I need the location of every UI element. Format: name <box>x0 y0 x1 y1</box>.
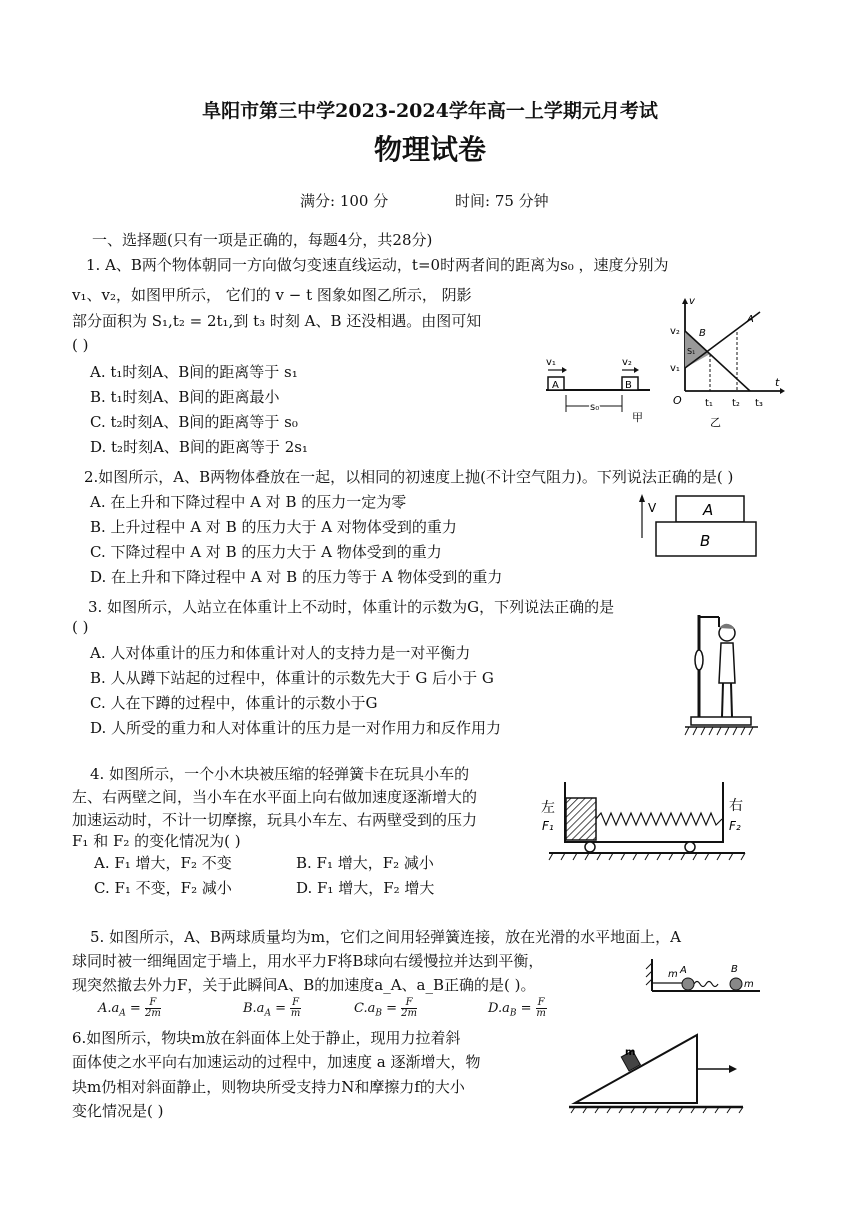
left-wall-label: 左 <box>541 800 555 816</box>
q1-option-a: A. t₁时刻A、B间的距离等于 s₁ <box>90 363 298 381</box>
line-b-label: B <box>699 328 706 339</box>
q1-option-c: C. t₂时刻A、B间的距离等于 s₀ <box>90 413 298 431</box>
v2-label: v₂ <box>622 357 632 368</box>
figure-jia-label: 甲 <box>632 411 643 424</box>
graph-v1-label: v₁ <box>670 363 680 374</box>
t3-label: t₃ <box>755 398 763 409</box>
s0-label: s₀ <box>590 402 600 413</box>
q6-line4: 变化情况是( ) <box>72 1102 164 1120</box>
q5-figure-balls <box>640 955 770 997</box>
area-s1-label: S₁ <box>687 347 696 356</box>
q4-option-d: D. F₁ 增大，F₂ 增大 <box>296 879 435 897</box>
q3-stem: 3. 如图所示，人站立在体重计上不动时，体重计的示数为G，下列说法正确的是 <box>88 598 615 616</box>
q2-option-b: B. 上升过程中 A 对 B 的压力大于 A 对物体受到的重力 <box>90 518 457 536</box>
q1-line1: 1. A、B两个物体朝同一方向做匀变速直线运动，t=0时两者间的距离为s₀ ，速度分别为 <box>86 256 669 274</box>
q4-figure-cart <box>535 770 760 865</box>
axis-t-label: t <box>775 376 780 389</box>
q3-option-a: A. 人对体重计的压力和体重计对人的支持力是一对平衡力 <box>90 644 471 662</box>
q6-line3: 块m仍相对斜面静止，则物块所受支持力N和摩擦力f的大小 <box>72 1078 465 1096</box>
q3-paren: ( ) <box>72 618 89 636</box>
q4-line2: 左、右两壁之间，当小车在水平面上向右做加速度逐渐增大的 <box>72 788 478 806</box>
q5-line3: 现突然撤去外力F，关于此瞬间A、B的加速度a_A、a_B正确的是( )。 <box>72 976 536 994</box>
q1-option-d: D. t₂时刻A、B间的距离等于 2s₁ <box>90 438 308 456</box>
q2-stem: 2.如图所示，A、B两物体叠放在一起，以相同的初速度上抛(不计空气阻力)。下列说法正确的是( ) <box>84 468 734 486</box>
q1-line3: 部分面积为 S₁,t₂ = 2t₁,到 t₃ 时刻 A、B 还没相遇。由图可知 <box>72 312 482 330</box>
q5-line1: 5. 如图所示，A、B两球质量均为m，它们之间用轻弹簧连接，放在光滑的水平地面上，A <box>90 928 681 946</box>
q4-option-c: C. F₁ 不变，F₂ 减小 <box>94 879 232 897</box>
q1-option-b: B. t₁时刻A、B间的距离最小 <box>90 388 280 406</box>
velocity-v-label: V <box>648 501 657 515</box>
q4-option-a: A. F₁ 增大，F₂ 不变 <box>94 854 232 872</box>
full-score: 满分: 100 分 <box>300 192 389 210</box>
q4-line1: 4. 如图所示，一个小木块被压缩的轻弹簧卡在玩具小车的 <box>90 765 470 783</box>
line-a-label: A <box>747 314 754 325</box>
q3-option-d: D. 人所受的重力和人对体重计的压力是一对作用力和反作用力 <box>90 719 502 737</box>
q5-option-b: $B.a_A$ = $\frac{F}{m}$ <box>243 997 301 1019</box>
block-m-label: m <box>625 1047 636 1058</box>
q3-option-c: C. 人在下蹲的过程中，体重计的示数小于G <box>90 694 378 712</box>
q5-option-c: $C.a_B$ = $\frac{F}{2m}$ <box>354 997 418 1019</box>
figure-yi-label: 乙 <box>710 416 721 429</box>
q6-figure-incline <box>565 1025 750 1115</box>
q6-line2: 面体使之水平向右加速运动的过程中，加速度 a 逐渐增大，物 <box>72 1053 481 1071</box>
ball-b-label: B <box>731 964 738 975</box>
t1-label: t₁ <box>705 398 713 409</box>
q5-option-a: $A.a_A$ = $\frac{F}{2m}$ <box>98 997 161 1019</box>
q2-option-d: D. 在上升和下降过程中 A 对 B 的压力等于 A 物体受到的重力 <box>90 568 503 586</box>
block-b-label: B <box>625 380 632 391</box>
right-wall-label: 右 <box>729 798 743 814</box>
q4-line4: F₁ 和 F₂ 的变化情况为( ) <box>72 832 241 850</box>
section-heading: 一、选择题(只有一项是正确的，每题4分，共28分) <box>92 231 433 249</box>
exam-subtitle: 物理试卷 <box>373 133 486 166</box>
t2-label: t₂ <box>732 398 740 409</box>
f2-label: F₂ <box>729 819 741 833</box>
ball-a-label: A <box>680 965 687 976</box>
v1-label: v₁ <box>546 357 556 368</box>
q1-paren: ( ) <box>72 336 89 354</box>
origin-label: O <box>673 394 682 407</box>
q2-option-c: C. 下降过程中 A 对 B 的压力大于 A 物体受到的重力 <box>90 543 442 561</box>
exam-time: 时间: 75 分钟 <box>455 192 549 210</box>
graph-v2-label: v₂ <box>670 326 680 337</box>
block-a-label: A <box>552 380 559 391</box>
q2-figure <box>630 490 765 562</box>
q4-option-b: B. F₁ 增大，F₂ 减小 <box>296 854 434 872</box>
exam-title: 阜阳市第三中学2023-2024学年高一上学期元月考试 <box>202 100 658 122</box>
q1-figure-jia <box>540 350 660 430</box>
q1-figure-yi <box>665 296 785 436</box>
q3-figure-scale <box>683 605 763 745</box>
ball-a-mass-label: m <box>668 969 678 980</box>
q5-option-d: $D.a_B$ = $\frac{F}{m}$ <box>488 997 546 1019</box>
q4-line3: 加速运动时，不计一切摩擦，玩具小车左、右两壁受到的压力 <box>72 811 478 829</box>
axis-v-label: v <box>689 296 695 307</box>
q3-option-b: B. 人从蹲下站起的过程中，体重计的示数先大于 G 后小于 G <box>90 669 494 687</box>
f1-label: F₁ <box>542 819 554 833</box>
q1-line2: v₁、v₂，如图甲所示， 它们的 v − t 图象如图乙所示， 阴影 <box>72 286 472 304</box>
q6-line1: 6.如图所示，物块m放在斜面体上处于静止，现用力拉着斜 <box>72 1029 461 1047</box>
block-a-label: A <box>703 501 714 519</box>
ball-b-mass-label: m <box>744 979 754 990</box>
block-b-label: B <box>700 532 711 550</box>
q5-line2: 球同时被一细绳固定于墙上，用水平力F将B球向右缓慢拉并达到平衡， <box>72 952 544 970</box>
q2-option-a: A. 在上升和下降过程中 A 对 B 的压力一定为零 <box>90 493 407 511</box>
